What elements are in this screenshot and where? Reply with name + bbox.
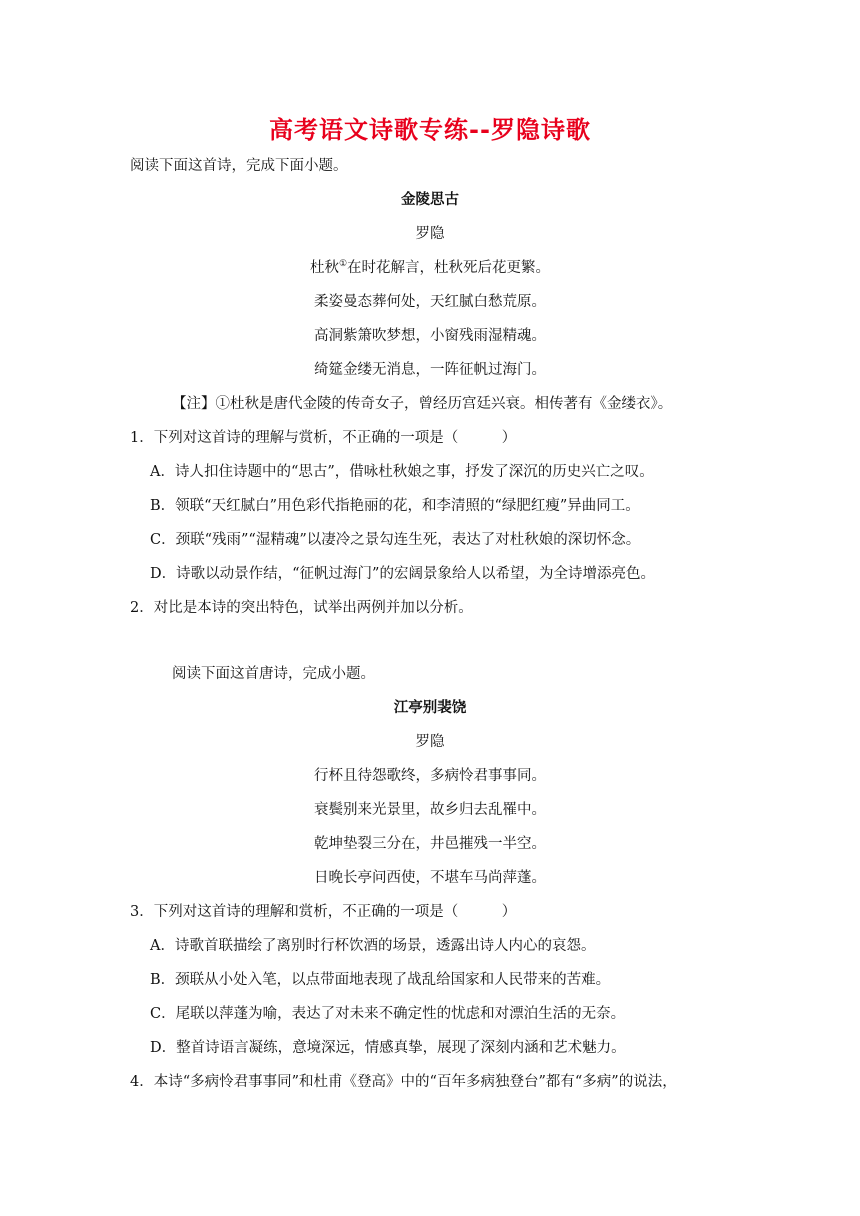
question-1-option-d: D．诗歌以动景作结，“征帆过海门”的宏阔景象给人以希望，为全诗增添亮色。 xyxy=(150,566,655,582)
question-3-option-a: A．诗歌首联描绘了离别时行杯饮酒的场景，透露出诗人内心的哀怨。 xyxy=(150,938,596,954)
poem1-line-1-start: 杜秋 xyxy=(309,260,339,276)
poem1-line-2: 柔姿曼态葬何处，天红腻白愁荒原。 xyxy=(314,294,546,310)
poem1-line-1-end: 在时花解言，杜秋死后花更繁。 xyxy=(347,260,551,276)
poem1-line-1 xyxy=(0,258,860,278)
section2-instruction: 阅读下面这首唐诗，完成小题。 xyxy=(172,666,375,682)
question-1-option-a: A．诗人扣住诗题中的“思古”，借咏杜秋娘之事，抒发了深沉的历史兴亡之叹。 xyxy=(150,464,654,480)
section1-instruction: 阅读下面这首诗，完成下面小题。 xyxy=(130,158,348,174)
question-3: 3．下列对这首诗的理解和赏析，不正确的一项是（ ） xyxy=(130,904,517,920)
question-1-option-b: B．领联“天红腻白”用色彩代指艳丽的花，和李清照的“绿肥红瘦”异曲同工。 xyxy=(150,498,640,514)
poem1-line-4: 绮筵金缕无消息，一阵征帆过海门。 xyxy=(314,362,546,378)
poem2-line-3: 乾坤垫裂三分在，井邑摧残一半空。 xyxy=(314,836,546,852)
question-1: 1．下列对这首诗的理解与赏析，不正确的一项是（ ） xyxy=(130,430,517,446)
poem2-author: 罗隐 xyxy=(415,734,445,750)
poem2-line-1: 行杯且待怨歌终，多病怜君事事同。 xyxy=(314,768,546,784)
question-1-option-c: C．颈联“残雨”“湿精魂”以凄冷之景勾连生死，表达了对杜秋娘的深切怀念。 xyxy=(150,532,641,548)
question-3-option-c: C．尾联以萍蓬为喻，表达了对未来不确定性的忧虑和对漂泊生活的无奈。 xyxy=(150,1006,626,1022)
poem1-note: 【注】①杜秋是唐代金陵的传奇女子，曾经历宫廷兴衰。相传著有《金缕衣》。 xyxy=(172,396,673,412)
poem2-title: 江亭别裴饶 xyxy=(393,699,467,716)
question-4: 4．本诗“多病怜君事事同”和杜甫《登高》中的“百年多病独登台”都有“多病”的说法， xyxy=(130,1074,677,1090)
poem2-line-2: 衰鬓别来光景里，故乡归去乱罹中。 xyxy=(314,802,546,818)
poem1-line-3: 高洞紫箫吹梦想，小窗残雨湿精魂。 xyxy=(314,328,546,344)
question-2: 2．对比是本诗的突出特色，试举出两例并加以分析。 xyxy=(130,600,473,616)
question-3-option-b: B．颈联从小处入笔，以点带面地表现了战乱给国家和人民带来的苦难。 xyxy=(150,972,611,988)
question-3-option-d: D．整首诗语言凝练，意境深远，情感真挚，展现了深刻内涵和艺术魅力。 xyxy=(150,1040,626,1056)
poem1-author: 罗隐 xyxy=(415,226,445,242)
page-title: 高考语文诗歌专练--罗隐诗歌 xyxy=(269,116,591,144)
poem1-title: 金陵思古 xyxy=(401,191,459,208)
footnote-marker: ① xyxy=(338,259,348,270)
poem2-line-4: 日晚长亭问西使，不堪车马尚萍蓬。 xyxy=(314,870,546,886)
